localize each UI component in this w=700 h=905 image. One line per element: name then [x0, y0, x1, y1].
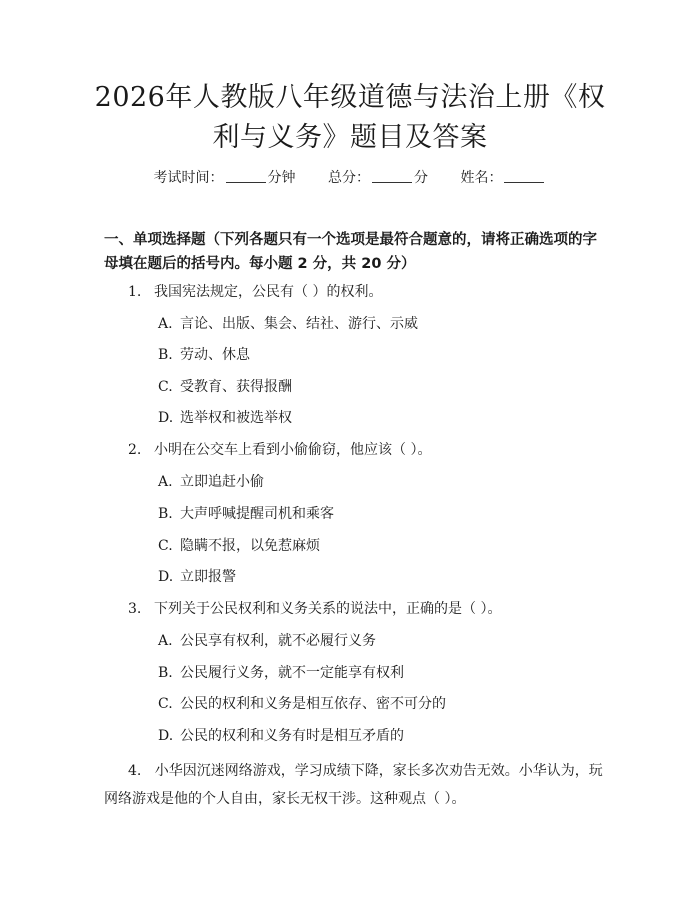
question-text: 小明在公交车上看到小偷偷窃，他应该（ ）。 — [154, 442, 432, 458]
option-letter: A. — [158, 474, 173, 490]
question-number: 2. — [128, 442, 142, 458]
question-number: 1. — [128, 284, 142, 300]
option-text: 公民履行义务，就不一定能享有权利 — [180, 665, 404, 681]
exam-score — [328, 168, 428, 188]
name-label: 姓名： — [460, 170, 503, 186]
question-text: 我国宪法规定，公民有（ ）的权利。 — [154, 284, 383, 300]
question-3 — [104, 599, 501, 619]
option-text: 隐瞒不报，以免惹麻烦 — [180, 538, 320, 554]
score-blank — [372, 168, 412, 183]
name-blank — [504, 168, 544, 183]
option-letter: B. — [158, 506, 173, 522]
option-3c — [158, 694, 446, 714]
score-label: 总分： — [328, 170, 370, 186]
option-1d — [158, 408, 292, 428]
time-blank — [226, 168, 266, 183]
option-3b — [158, 663, 404, 683]
exam-time — [154, 168, 296, 188]
option-text: 立即追赶小偷 — [180, 474, 264, 490]
option-letter: C. — [158, 696, 173, 712]
option-text: 立即报警 — [180, 569, 236, 585]
question-text: 下列关于公民权利和义务关系的说法中，正确的是（ ）。 — [154, 601, 502, 617]
option-letter: C. — [158, 538, 173, 554]
question-text: 小华因沉迷网络游戏，学习成绩下降，家长多次劝告无效。小华认为，玩网络游戏是他的个人自由，家长无权干涉。这种观点（ ）。 — [104, 763, 603, 807]
option-2d — [158, 567, 236, 587]
time-label: 考试时间： — [153, 170, 224, 186]
question-number: 3. — [128, 601, 142, 617]
option-2c — [158, 536, 320, 556]
page-title: 2026年人教版八年级道德与法治上册《权利与义务》题目及答案 — [94, 82, 606, 153]
option-1b — [158, 345, 250, 365]
option-letter: D. — [158, 728, 174, 744]
section-heading: 一、单项选择题（下列各题只有一个选项是最符合题意的，请将正确选项的字母填在题后的括号内。每小题 2 分，共 20 分） — [104, 232, 597, 272]
option-3d — [158, 726, 404, 746]
option-text: 选举权和被选举权 — [180, 410, 292, 426]
option-text: 公民的权利和义务有时是相互矛盾的 — [180, 728, 404, 744]
option-text: 劳动、休息 — [180, 347, 250, 363]
option-text: 言论、出版、集会、结社、游行、示威 — [180, 316, 418, 332]
option-letter: B. — [158, 665, 173, 681]
option-2a — [158, 472, 264, 492]
option-text: 公民的权利和义务是相互依存、密不可分的 — [180, 696, 446, 712]
exam-meta — [0, 168, 700, 188]
option-1a — [158, 314, 418, 334]
option-text: 受教育、获得报酬 — [180, 379, 292, 395]
exam-name — [460, 168, 546, 188]
option-letter: B. — [158, 347, 173, 363]
question-1 — [104, 282, 382, 302]
option-letter: D. — [158, 569, 174, 585]
option-letter: A. — [158, 316, 173, 332]
option-text: 大声呼喊提醒司机和乘客 — [180, 506, 334, 522]
option-letter: D. — [158, 410, 174, 426]
option-letter: C. — [158, 379, 173, 395]
option-3a — [158, 631, 376, 651]
question-number: 4. — [128, 763, 142, 779]
option-2b — [158, 504, 334, 524]
question-4 — [104, 757, 604, 813]
option-1c — [158, 377, 292, 397]
option-letter: A. — [158, 633, 173, 649]
question-2 — [104, 440, 431, 460]
option-text: 公民享有权利，就不必履行义务 — [180, 633, 376, 649]
score-unit: 分 — [414, 170, 428, 186]
time-unit: 分钟 — [267, 170, 296, 186]
